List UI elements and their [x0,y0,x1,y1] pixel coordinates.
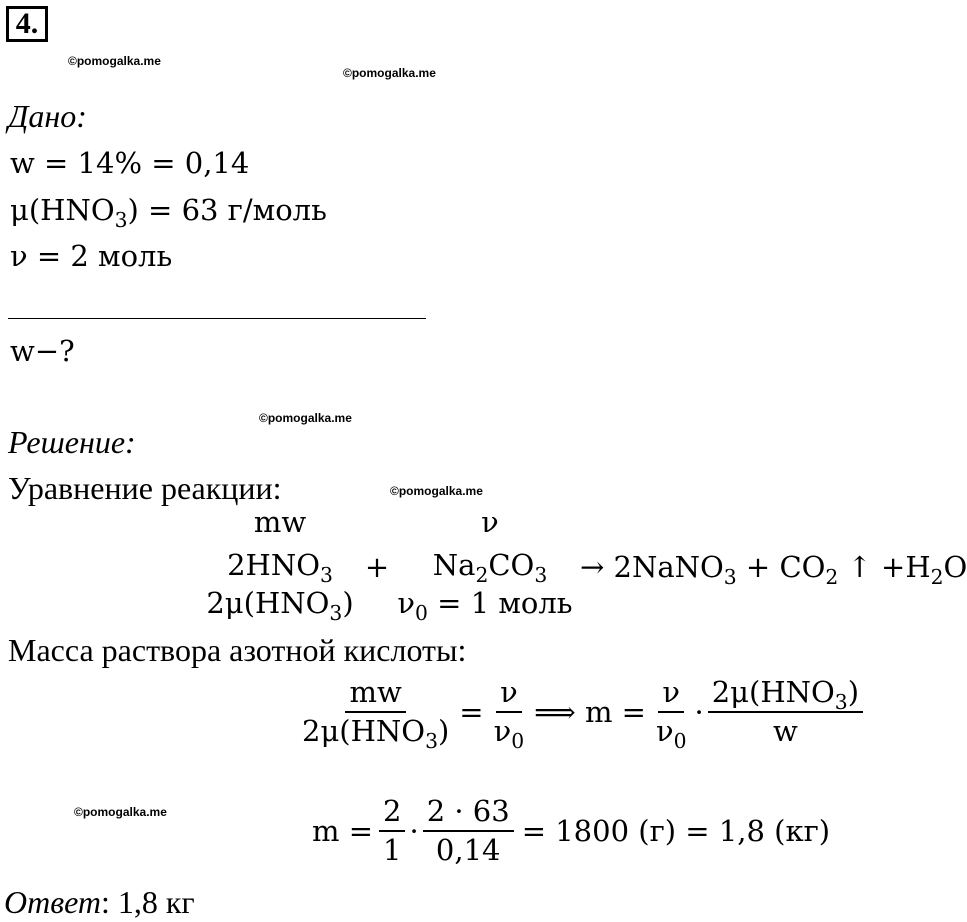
find-line: w−? [10,334,75,368]
calculation: m = $\frac{2}{1}$ · $\frac{2 \cdot 63}{0,14}$ = 1800 (г) = 1,8 (кг) [312,794,831,868]
reaction-above-right: ν [481,505,499,539]
answer-value: : 1,8 кг [101,884,195,920]
problem-number: 4. [6,6,48,42]
given-line-1: w = 14% = 0,14 [10,146,250,180]
fraction: $\frac{mw}{2\mu(HNO_3)}$ [302,675,450,754]
reaction-below-right: $\nu_0 = 1$ моль [397,586,573,626]
mass-title: Масса раствора азотной кислоты: [8,632,467,668]
solution-heading: Решение: [8,424,136,460]
mass-formula: $\frac{mw}{2\mu(HNO_3)}$ = $\frac{\nu}{\nu_0}$ ⟹ m = $\frac{\nu}{\nu_0}$ · $\frac{2\mu(HNO_3)}{w}$ [298,676,863,749]
given-heading: Дано: [8,98,87,134]
watermark: ©pomogalka.me [68,54,161,68]
plus-sign: + [364,550,390,584]
divider-line [8,318,426,319]
watermark: ©pomogalka.me [259,411,352,425]
fraction: $\frac{\nu}{\nu_0}$ [493,675,525,754]
given-line-2: $\mu(HNO_3) = 63$ г/моль [10,193,327,233]
fraction: $\frac{2}{1}$ [379,795,405,868]
fraction: $\frac{2 \cdot 63}{0,14}$ [423,795,514,868]
fraction: $\frac{2\mu(HNO_3)}{w}$ [708,676,863,749]
given-line-3: ν = 2 моль [10,239,173,273]
watermark: ©pomogalka.me [343,66,436,80]
reaction-above-left: mw [253,505,307,539]
fraction: $\frac{\nu}{\nu_0}$ [655,675,687,754]
watermark: ©pomogalka.me [74,805,167,819]
answer-label: Ответ [4,884,101,920]
products: → 2NaNO$_3$ + $CO_2$ ↑ $+H_2O$ [580,550,967,590]
reactant-1: $2HNO_3$ [227,548,333,588]
answer-line [4,884,195,921]
reaction-below-left: $2\mu(HNO_3)$ [206,586,354,626]
reactant-2: $Na_2CO_3$ [432,548,548,588]
reaction-title: Уравнение реакции: [8,470,282,506]
watermark: ©pomogalka.me [390,484,483,498]
